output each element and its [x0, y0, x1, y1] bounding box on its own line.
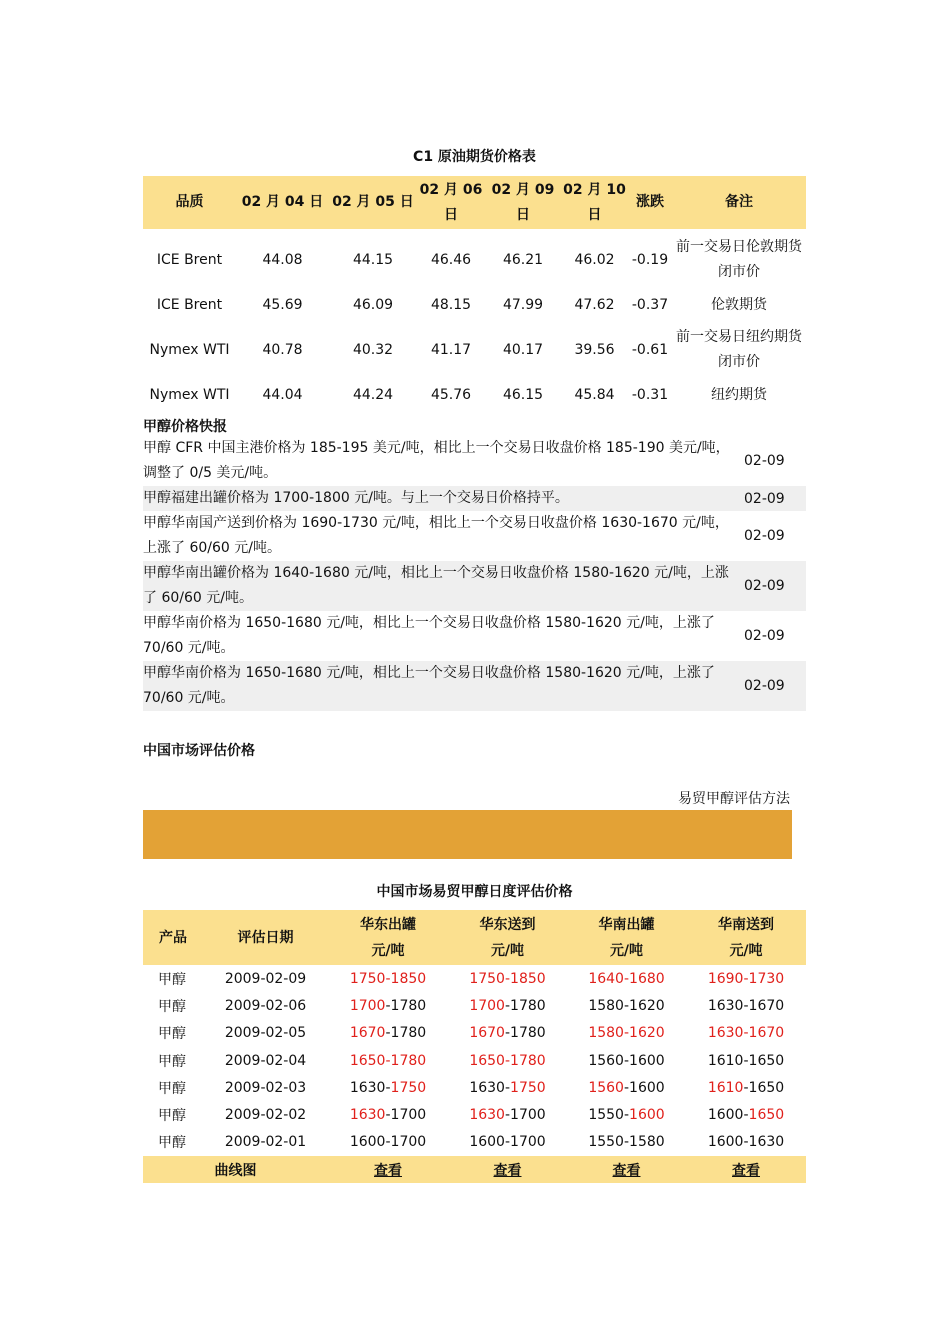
table-cell: -0.61: [631, 341, 669, 358]
price-dash: -: [385, 1079, 391, 1096]
price-low: 1560: [588, 1052, 624, 1069]
price-cell: [448, 1020, 567, 1047]
price-cell: [328, 992, 448, 1019]
price-dash: -: [504, 1052, 511, 1069]
price-low: 1650: [349, 1052, 386, 1069]
price-high: 1630: [748, 1134, 785, 1151]
table-cell: 45.76: [430, 386, 472, 403]
table-cell: 41.17: [430, 341, 472, 358]
table-cell: 39.56: [574, 341, 615, 358]
note-cell: 纽约期货: [711, 386, 767, 403]
price-dash: -: [385, 970, 391, 987]
news-text: 甲醇华南价格为 1650-1680 元/吨，相比上一个交易日收盘价格 1580-1620 元/吨，上涨了 70/60 元/吨。: [143, 665, 715, 706]
price-high: 1580: [629, 1134, 665, 1151]
table-cell: 45.84: [574, 386, 615, 403]
price-dash: -: [623, 1134, 630, 1151]
price-high: 1600: [629, 1079, 665, 1096]
price-dash: -: [743, 1134, 749, 1151]
table-row: [143, 1074, 806, 1101]
news-item: [143, 511, 806, 561]
header-cell: [328, 910, 448, 965]
table-cell: 46.46: [430, 251, 472, 268]
product-cell: 甲醇: [158, 1053, 186, 1070]
market-title: 中国市场评估价格: [143, 743, 255, 759]
price-low: 1630: [707, 1025, 744, 1042]
price-cell: [686, 1020, 806, 1047]
product-cell: 甲醇: [158, 1108, 186, 1125]
price-cell: [567, 965, 686, 992]
table-cell: Nymex WTI: [149, 386, 230, 403]
price-high: 1680: [629, 970, 665, 987]
table-row: [143, 1020, 806, 1047]
table-cell: 45.69: [262, 296, 303, 313]
table-row: [143, 325, 806, 375]
news-item: [143, 611, 806, 661]
price-high: 1670: [748, 997, 785, 1014]
price-high: 1780: [390, 1025, 427, 1042]
date-cell: 2009-02-05: [224, 1025, 307, 1042]
price-dash: -: [504, 1134, 511, 1151]
price-low: 1610: [707, 1052, 744, 1069]
date-cell: 2009-02-01: [224, 1134, 307, 1151]
header-label: 评估日期: [237, 929, 294, 946]
header-cell: [203, 910, 328, 965]
header-cell: [567, 910, 686, 965]
note-cell: 前一交易日伦敦期货闭市价: [676, 239, 802, 280]
price-low: 1600: [707, 1134, 744, 1151]
news-text: 甲醇福建出罐价格为 1700-1800 元/吨。与上一个交易日价格持平。: [143, 490, 569, 506]
header-label: 华南送到: [718, 916, 774, 933]
price-cell: [686, 1074, 806, 1101]
price-cell: [686, 965, 806, 992]
header-note: 备注: [672, 176, 806, 229]
price-cell: [567, 1020, 686, 1047]
news-date: 02-09: [744, 628, 785, 644]
header-date: 02 月 04 日: [236, 176, 329, 229]
price-dash: -: [385, 997, 391, 1014]
header-label: 华东送到: [479, 916, 536, 933]
price-low: 1640: [588, 970, 624, 987]
price-high: 1620: [629, 1025, 665, 1042]
table-row: [143, 1129, 806, 1156]
table-cell: 40.32: [352, 341, 394, 358]
price-low: 1600: [349, 1134, 386, 1151]
price-low: 1700: [349, 997, 386, 1014]
price-dash: -: [623, 1079, 630, 1096]
price-high: 1700: [510, 1107, 546, 1124]
price-high: 1730: [748, 970, 785, 987]
price-dash: -: [623, 1052, 630, 1069]
price-dash: -: [504, 997, 511, 1014]
price-cell: [686, 1047, 806, 1074]
table-cell: Nymex WTI: [149, 341, 230, 358]
date-cell: 2009-02-09: [224, 970, 307, 987]
price-low: 1550: [588, 1107, 624, 1124]
price-low: 1690: [707, 970, 744, 987]
table-cell: 44.08: [262, 251, 303, 268]
news-item: [143, 436, 806, 486]
table-row: [143, 1101, 806, 1128]
price-dash: -: [385, 1107, 391, 1124]
header-label: 产品: [159, 929, 187, 946]
price-dash: -: [504, 1025, 511, 1042]
table-row: [143, 965, 806, 992]
price-cell: [328, 1101, 448, 1128]
table-cell: ICE Brent: [156, 296, 223, 313]
table-cell: 46.09: [352, 296, 394, 313]
header-date: 02 月 05 日: [329, 176, 417, 229]
price-cell: [328, 965, 448, 992]
news-date: 02-09: [744, 678, 785, 694]
price-cell: [448, 1074, 567, 1101]
price-cell: [686, 1101, 806, 1128]
price-high: 1670: [748, 1025, 785, 1042]
price-cell: [448, 1129, 567, 1156]
price-high: 1750: [510, 1079, 546, 1096]
header-cell: [686, 910, 806, 965]
price-cell: [448, 965, 567, 992]
news-date: 02-09: [744, 578, 785, 594]
price-cell: [567, 1101, 686, 1128]
table-cell: 46.02: [574, 251, 615, 268]
product-cell: 甲醇: [158, 1026, 186, 1043]
price-cell: [448, 1101, 567, 1128]
view-cell: [328, 1156, 448, 1183]
date-cell: 2009-02-04: [224, 1052, 307, 1069]
price-cell: [328, 1047, 448, 1074]
price-low: 1560: [588, 1079, 624, 1096]
header-date: 02 月 09 日: [485, 176, 561, 229]
header-date: 02 月 06 日: [417, 176, 485, 229]
table-cell: 40.17: [502, 341, 544, 358]
price-low: 1750: [349, 970, 386, 987]
table-cell: ICE Brent: [156, 251, 223, 268]
header-unit: 元/吨: [729, 942, 763, 959]
news-list: [143, 436, 806, 711]
table-cell: 44.04: [262, 386, 303, 403]
header-change: 涨跌: [628, 176, 672, 229]
price-cell: [567, 1047, 686, 1074]
price-cell: [448, 992, 567, 1019]
price-high: 1850: [390, 970, 427, 987]
price-low: 1600: [707, 1107, 744, 1124]
news-item: [143, 561, 806, 611]
view-chart-link[interactable]: 查看: [374, 1162, 402, 1179]
table-cell: 46.15: [502, 386, 544, 403]
price-low: 1670: [349, 1025, 386, 1042]
header-label: 华东出罐: [360, 916, 416, 933]
header-unit: 元/吨: [609, 942, 644, 959]
note-cell: 前一交易日纽约期货闭市价: [676, 329, 802, 370]
price-cell: [328, 1074, 448, 1101]
price-low: 1700: [469, 997, 505, 1014]
table-cell: -0.19: [631, 251, 669, 268]
header-unit: 元/吨: [371, 942, 405, 959]
price-dash: -: [623, 1025, 630, 1042]
header-date: 02 月 10 日: [561, 176, 628, 229]
price-high: 1700: [390, 1134, 427, 1151]
date-cell: 2009-02-02: [224, 1107, 307, 1124]
price-cell: [567, 1074, 686, 1101]
price-dash: -: [385, 1052, 391, 1069]
crude-header-row: [143, 176, 806, 229]
price-dash: -: [743, 1052, 749, 1069]
news-text: 甲醇华南出罐价格为 1640-1680 元/吨，相比上一个交易日收盘价格 1580-1620 元/吨，上涨了 60/60 元/吨。: [143, 565, 729, 606]
price-high: 1780: [510, 1025, 546, 1042]
product-cell: 甲醇: [158, 1080, 186, 1097]
price-high: 1600: [629, 1052, 665, 1069]
price-low: 1550: [588, 1134, 624, 1151]
price-low: 1630: [469, 1079, 505, 1096]
table-row: [143, 235, 806, 285]
price-low: 1670: [469, 1025, 505, 1042]
price-dash: -: [743, 1025, 749, 1042]
table-cell: -0.31: [631, 386, 669, 403]
price-dash: -: [385, 1134, 391, 1151]
table-cell: 44.24: [352, 386, 394, 403]
price-cell: [686, 992, 806, 1019]
price-low: 1630: [707, 997, 744, 1014]
table-row: [143, 285, 806, 325]
price-cell: [328, 1129, 448, 1156]
date-cell: 2009-02-03: [224, 1079, 307, 1096]
view-chart-link[interactable]: 查看: [612, 1162, 641, 1179]
header-cell: [143, 910, 203, 965]
news-title: 甲醇价格快报: [143, 419, 227, 435]
view-chart-link[interactable]: 查看: [732, 1162, 760, 1179]
table-cell: 40.78: [262, 341, 303, 358]
date-cell: 2009-02-06: [224, 997, 307, 1014]
price-high: 1700: [390, 1107, 427, 1124]
assessment-table: [143, 910, 806, 1183]
header-unit: 元/吨: [490, 942, 525, 959]
orange-banner: [143, 810, 792, 859]
chart-label: 曲线图: [143, 1156, 328, 1183]
view-cell: [686, 1156, 806, 1183]
header-cell: [448, 910, 567, 965]
crude-futures-table: [143, 176, 806, 415]
price-low: 1600: [469, 1134, 505, 1151]
price-dash: -: [504, 1107, 511, 1124]
price-cell: [567, 992, 686, 1019]
price-high: 1780: [390, 1052, 427, 1069]
table-cell: 47.99: [502, 296, 544, 313]
assessment-method-link[interactable]: 易贸甲醇评估方法: [678, 791, 790, 807]
news-date: 02-09: [744, 453, 785, 469]
price-dash: -: [623, 970, 630, 987]
price-dash: -: [504, 1079, 511, 1096]
price-dash: -: [623, 1107, 630, 1124]
product-cell: 甲醇: [158, 1135, 186, 1152]
price-high: 1650: [748, 1079, 785, 1096]
view-cell: [567, 1156, 686, 1183]
price-cell: [328, 1020, 448, 1047]
news-date: 02-09: [744, 490, 785, 507]
view-cell: [448, 1156, 567, 1183]
table-cell: 47.62: [574, 296, 615, 313]
price-high: 1780: [390, 997, 427, 1014]
price-dash: -: [385, 1025, 391, 1042]
price-low: 1630: [349, 1079, 386, 1096]
news-item: [143, 486, 806, 511]
price-high: 1700: [510, 1134, 546, 1151]
price-cell: [448, 1047, 567, 1074]
price-low: 1750: [469, 970, 505, 987]
table-cell: 48.15: [430, 296, 472, 313]
table-cell: 44.15: [352, 251, 394, 268]
price-low: 1630: [349, 1107, 386, 1124]
price-dash: -: [743, 970, 749, 987]
price-cell: [567, 1129, 686, 1156]
price-high: 1780: [510, 997, 546, 1014]
price-dash: -: [743, 1079, 749, 1096]
news-text: 甲醇华南价格为 1650-1680 元/吨，相比上一个交易日收盘价格 1580-1620 元/吨，上涨了 70/60 元/吨。: [143, 615, 715, 656]
product-cell: 甲醇: [158, 998, 186, 1015]
product-cell: 甲醇: [158, 971, 186, 988]
price-high: 1650: [748, 1107, 785, 1124]
table-cell: -0.37: [631, 296, 669, 313]
news-text: 甲醇华南国产送到价格为 1690-1730 元/吨，相比上一个交易日收盘价格 1630-1670 元/吨，上涨了 60/60 元/吨。: [143, 515, 729, 556]
crude-table-title: C1 原油期货价格表: [413, 149, 536, 165]
price-high: 1780: [510, 1052, 546, 1069]
assessment-table-title: 中国市场易贸甲醇日度评估价格: [376, 884, 573, 900]
price-dash: -: [623, 997, 630, 1014]
price-high: 1650: [748, 1052, 785, 1069]
price-dash: -: [743, 1107, 749, 1124]
price-dash: -: [504, 970, 511, 987]
header-label: 华南出罐: [598, 916, 655, 933]
table-row: [143, 375, 806, 415]
table-row: [143, 1047, 806, 1074]
price-low: 1580: [588, 1025, 624, 1042]
price-high: 1620: [629, 997, 665, 1014]
news-date: 02-09: [744, 528, 785, 544]
table-cell: 46.21: [502, 251, 544, 268]
price-high: 1600: [629, 1107, 665, 1124]
news-item: [143, 661, 806, 711]
price-high: 1750: [390, 1079, 427, 1096]
price-dash: -: [743, 997, 749, 1014]
header-quality: 品质: [143, 176, 236, 229]
price-low: 1610: [707, 1079, 744, 1096]
price-low: 1650: [469, 1052, 505, 1069]
table-row: [143, 992, 806, 1019]
price-high: 1850: [510, 970, 546, 987]
news-text: 甲醇 CFR 中国主港价格为 185-195 美元/吨，相比上一个交易日收盘价格 185-190 美元/吨，调整了 0/5 美元/吨。: [143, 440, 730, 481]
price-low: 1630: [469, 1107, 505, 1124]
assessment-header-row: [143, 910, 806, 965]
note-cell: 伦敦期货: [711, 296, 767, 313]
view-chart-link[interactable]: 查看: [493, 1162, 522, 1179]
chart-footer-row: [143, 1156, 806, 1183]
price-low: 1580: [588, 997, 624, 1014]
price-cell: [686, 1129, 806, 1156]
